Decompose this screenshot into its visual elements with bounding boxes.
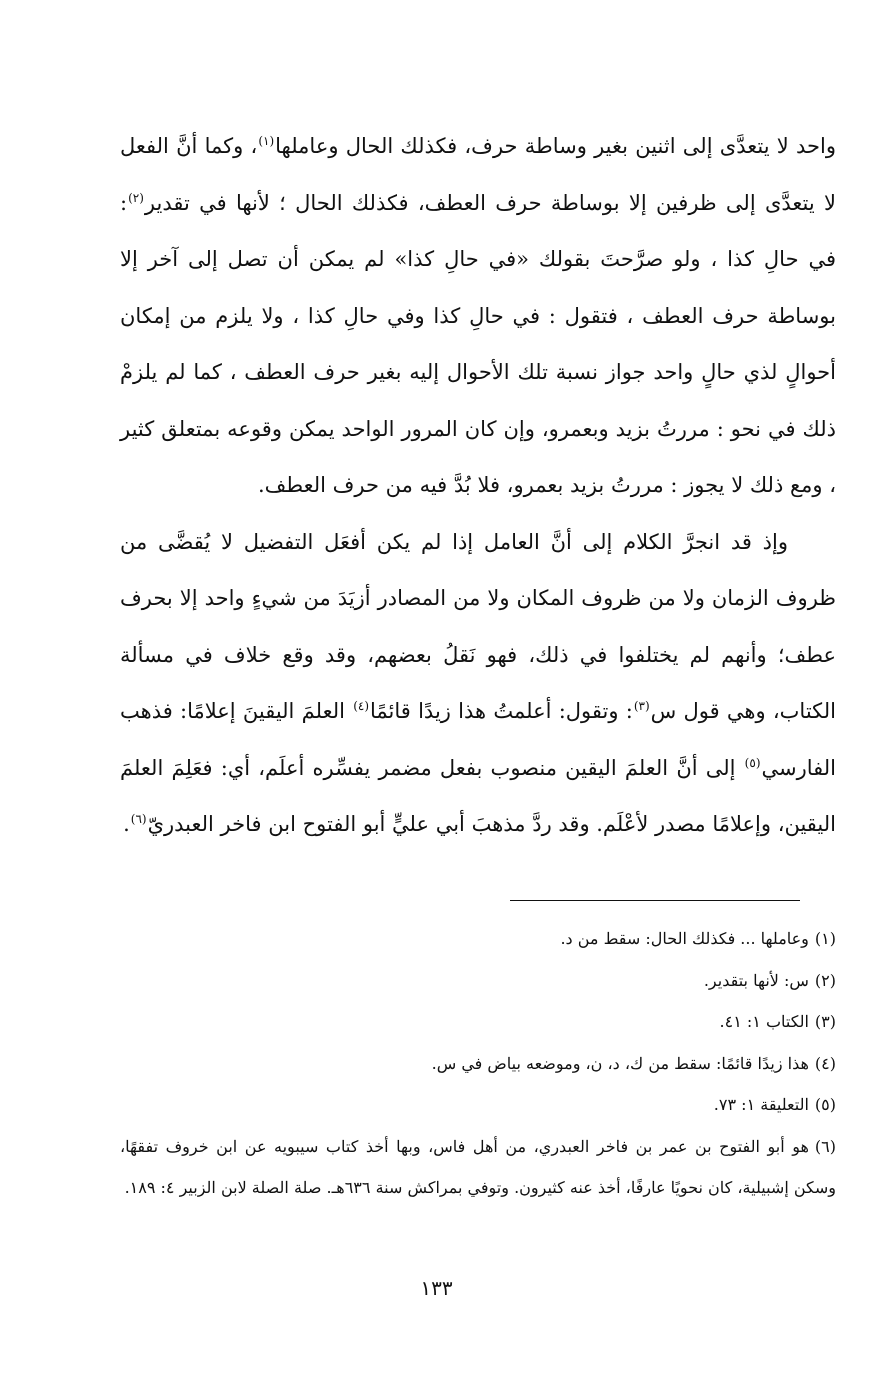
main-body-text — [120, 118, 836, 853]
footnote-reference: (٢) — [128, 190, 144, 205]
footnote-reference: (١) — [258, 134, 275, 148]
body-text-segment: وإذ قد انجرَّ الكلام إلى أنَّ العامل إذا لم يكن أفعَل التفضيل لا يُقضَّى من ظروف الزمان ولا من ظروف المكان ولا من المصادر أزيَدَ من شيءٍ واحد إلا بحرف عطف؛ وأنهم لم يختلفوا في ذلك، فهو نَقلُ بعضهم، وقد وقع خلاف في مسألة الكتاب، وهي قول س — [120, 529, 837, 723]
footnote-item — [120, 1084, 836, 1126]
footnote-item — [120, 1126, 836, 1209]
body-paragraph — [120, 118, 836, 514]
page-number: ١٣٣ — [420, 1276, 453, 1300]
footnote-number: (٢) — [814, 970, 836, 990]
footnote-number: (١) — [814, 929, 836, 948]
footnote-text: هذا زيدًا قائمًا: سقط من ك، د، ن، وموضعه بياض في س. — [431, 1053, 809, 1073]
footnote-reference: (٥) — [744, 755, 761, 770]
footnote-reference: (٣) — [633, 699, 650, 713]
footnote-reference: (٤) — [353, 699, 370, 713]
footnotes-section — [120, 918, 836, 1209]
footnote-reference: (٦) — [130, 812, 147, 826]
footnote-text: الكتاب ١: ٤١. — [719, 1012, 809, 1031]
footnote-number: (٦) — [814, 1136, 837, 1156]
footnote-text: هو أبو الفتوح بن عمر بن فاخر العبدري، من أهل فاس، وبها أخذ كتاب سيبويه عن ابن خروف تفقهًا، وسكن إشبيلية، كان نحويًا عارفًا، أخذ عنه كثيرون. وتوفي بمراكش سنة ٦٣٦هـ. صلة الصلة لابن الزبير ٤: ١٨٩. — [120, 1136, 836, 1197]
footnote-number: (٥) — [814, 1095, 836, 1114]
footnote-number: (٤) — [814, 1053, 836, 1073]
body-text-segment: : وتقول: أعلمتُ هذا زيدًا قائمًا — [370, 699, 633, 723]
body-text-segment: . — [123, 812, 130, 836]
footnote-item — [120, 960, 836, 1002]
body-text-segment: العلمَ اليقينَ إعلامًا: فذهب الفارسي — [120, 699, 836, 780]
footnote-text: وعاملها ... فكذلك الحال: سقط من د. — [560, 929, 809, 948]
body-text-segment: : في حالِ كذا ، ولو صرَّحتَ بقولك «في حالِ كذا» لم يمكن أن تصل إلى آخر إلا بوساطة حرف العطف ، فتقول : في حالِ كذا وفي حالِ كذا ، ولا يلزم من إمكان أحوالٍ لذي حالٍ واحد جواز نسبة تلك الأحوال إليه بغير حرف العطف ، كما لم يلزمْ ذلك في نحو : مررتُ بزيد وبعمرو، وإن كان المرور الواحد يمكن وقوعه بمتعلق كثير ، ومع ذلك لا يجوز : مررتُ بزيد بعمرو، فلا بُدَّ فيه من حرف العطف. — [120, 190, 836, 497]
footnote-number: (٣) — [814, 1012, 836, 1031]
footnote-text: س: لأنها بتقدير. — [703, 970, 809, 990]
body-text-segment: واحد لا يتعدَّى إلى اثنين بغير وساطة حرف، فكذلك الحال وعاملها — [275, 134, 836, 158]
footnote-item — [120, 918, 836, 960]
body-text-segment: إلى أنَّ العلمَ اليقين منصوب بفعل مضمر يفسِّره أعلَم، أي: فعَلِمَ العلمَ اليقين، وإعلامًا مصدر لأعْلَم. وقد ردَّ مذهبَ أبي عليٍّ أبو الفتوح ابن فاخر العبدريّ — [120, 755, 836, 836]
footnote-separator — [510, 900, 800, 901]
body-paragraph — [120, 514, 836, 853]
footnote-item — [120, 1001, 836, 1043]
footnote-text: التعليقة ١: ٧٣. — [713, 1095, 809, 1114]
footnote-item — [120, 1043, 836, 1085]
body-text-segment: ، وكما أنَّ الفعل لا يتعدَّى إلى ظرفين إلا بوساطة حرف العطف، فكذلك الحال ؛ لأنها في تقدير — [120, 134, 836, 215]
